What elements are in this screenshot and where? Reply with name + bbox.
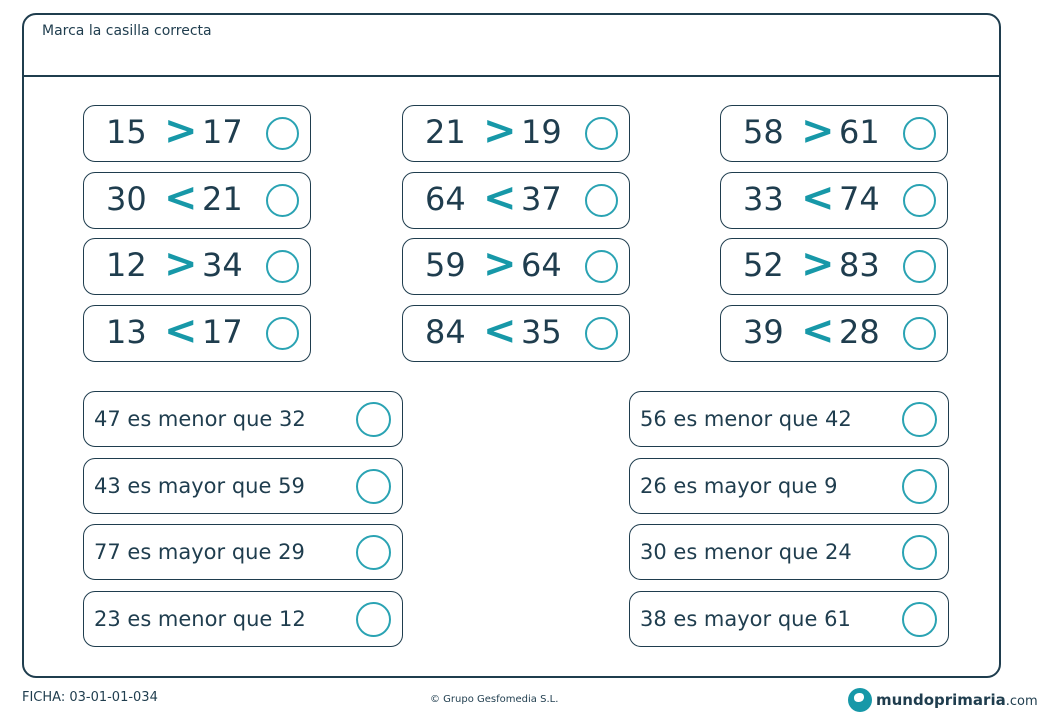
comparison-right-number: 64 bbox=[521, 246, 562, 284]
statement-box bbox=[83, 391, 403, 447]
comparison-left-number: 13 bbox=[106, 313, 147, 351]
comparison-box bbox=[83, 105, 311, 162]
statement-box bbox=[83, 524, 403, 580]
answer-checkbox[interactable] bbox=[266, 317, 299, 350]
answer-checkbox[interactable] bbox=[903, 317, 936, 350]
comparison-symbol: > bbox=[801, 241, 835, 287]
comparison-left-number: 59 bbox=[425, 246, 466, 284]
comparison-right-number: 37 bbox=[521, 180, 562, 218]
statement-box bbox=[629, 591, 949, 647]
comparison-right-number: 83 bbox=[839, 246, 880, 284]
answer-checkbox[interactable] bbox=[266, 117, 299, 150]
comparison-symbol: > bbox=[483, 241, 517, 287]
statement-box bbox=[83, 458, 403, 514]
header-divider bbox=[24, 75, 999, 77]
answer-checkbox[interactable] bbox=[266, 184, 299, 217]
statement-text: 38 es mayor que 61 bbox=[640, 607, 851, 631]
answer-checkbox[interactable] bbox=[356, 469, 391, 504]
comparison-box bbox=[720, 172, 948, 229]
comparison-symbol: < bbox=[483, 308, 517, 354]
comparison-left-number: 39 bbox=[743, 313, 784, 351]
answer-checkbox[interactable] bbox=[585, 317, 618, 350]
comparison-box bbox=[402, 305, 630, 362]
comparison-box bbox=[402, 105, 630, 162]
logo-text bbox=[876, 691, 1038, 709]
comparison-right-number: 34 bbox=[202, 246, 243, 284]
comparison-symbol: > bbox=[801, 108, 835, 154]
comparison-symbol: < bbox=[164, 175, 198, 221]
comparison-left-number: 52 bbox=[743, 246, 784, 284]
comparison-right-number: 21 bbox=[202, 180, 243, 218]
comparison-box bbox=[402, 238, 630, 295]
statement-text: 23 es menor que 12 bbox=[94, 607, 306, 631]
comparison-left-number: 58 bbox=[743, 113, 784, 151]
answer-checkbox[interactable] bbox=[902, 402, 937, 437]
comparison-left-number: 21 bbox=[425, 113, 466, 151]
comparison-right-number: 19 bbox=[521, 113, 562, 151]
statement-box bbox=[629, 524, 949, 580]
answer-checkbox[interactable] bbox=[903, 250, 936, 283]
answer-checkbox[interactable] bbox=[585, 250, 618, 283]
answer-checkbox[interactable] bbox=[585, 117, 618, 150]
comparison-right-number: 17 bbox=[202, 313, 243, 351]
comparison-box bbox=[83, 172, 311, 229]
answer-checkbox[interactable] bbox=[356, 602, 391, 637]
comparison-left-number: 15 bbox=[106, 113, 147, 151]
statement-box bbox=[629, 391, 949, 447]
comparison-right-number: 74 bbox=[839, 180, 880, 218]
comparison-symbol: < bbox=[483, 175, 517, 221]
comparison-left-number: 12 bbox=[106, 246, 147, 284]
answer-checkbox[interactable] bbox=[903, 184, 936, 217]
comparison-right-number: 35 bbox=[521, 313, 562, 351]
statement-text: 47 es menor que 32 bbox=[94, 407, 306, 431]
comparison-symbol: > bbox=[483, 108, 517, 154]
globe-icon bbox=[848, 688, 872, 712]
comparison-symbol: > bbox=[164, 108, 198, 154]
comparison-box bbox=[83, 305, 311, 362]
site-logo bbox=[848, 688, 1038, 716]
comparison-symbol: < bbox=[801, 308, 835, 354]
comparison-box bbox=[720, 305, 948, 362]
statement-text: 30 es menor que 24 bbox=[640, 540, 852, 564]
answer-checkbox[interactable] bbox=[585, 184, 618, 217]
logo-name: mundoprimaria bbox=[876, 691, 1006, 709]
comparison-symbol: < bbox=[801, 175, 835, 221]
comparison-box bbox=[402, 172, 630, 229]
answer-checkbox[interactable] bbox=[902, 602, 937, 637]
comparison-box bbox=[83, 238, 311, 295]
comparison-left-number: 84 bbox=[425, 313, 466, 351]
statement-box bbox=[83, 591, 403, 647]
statement-text: 56 es menor que 42 bbox=[640, 407, 852, 431]
comparison-right-number: 17 bbox=[202, 113, 243, 151]
answer-checkbox[interactable] bbox=[356, 535, 391, 570]
comparison-box bbox=[720, 238, 948, 295]
answer-checkbox[interactable] bbox=[902, 469, 937, 504]
comparison-right-number: 61 bbox=[839, 113, 880, 151]
comparison-symbol: < bbox=[164, 308, 198, 354]
comparison-left-number: 30 bbox=[106, 180, 147, 218]
comparison-right-number: 28 bbox=[839, 313, 880, 351]
statement-text: 43 es mayor que 59 bbox=[94, 474, 305, 498]
statement-text: 26 es mayor que 9 bbox=[640, 474, 838, 498]
comparison-box bbox=[720, 105, 948, 162]
comparison-symbol: > bbox=[164, 241, 198, 287]
instruction-text: Marca la casilla correcta bbox=[42, 23, 212, 39]
answer-checkbox[interactable] bbox=[266, 250, 299, 283]
answer-checkbox[interactable] bbox=[356, 402, 391, 437]
answer-checkbox[interactable] bbox=[903, 117, 936, 150]
worksheet-code: FICHA: 03-01-01-034 bbox=[22, 690, 158, 705]
answer-checkbox[interactable] bbox=[902, 535, 937, 570]
statement-box bbox=[629, 458, 949, 514]
comparison-left-number: 64 bbox=[425, 180, 466, 218]
statement-text: 77 es mayor que 29 bbox=[94, 540, 305, 564]
logo-suffix: .com bbox=[1005, 694, 1038, 709]
comparison-left-number: 33 bbox=[743, 180, 784, 218]
copyright-text: © Grupo Gesfomedia S.L. bbox=[430, 694, 559, 705]
